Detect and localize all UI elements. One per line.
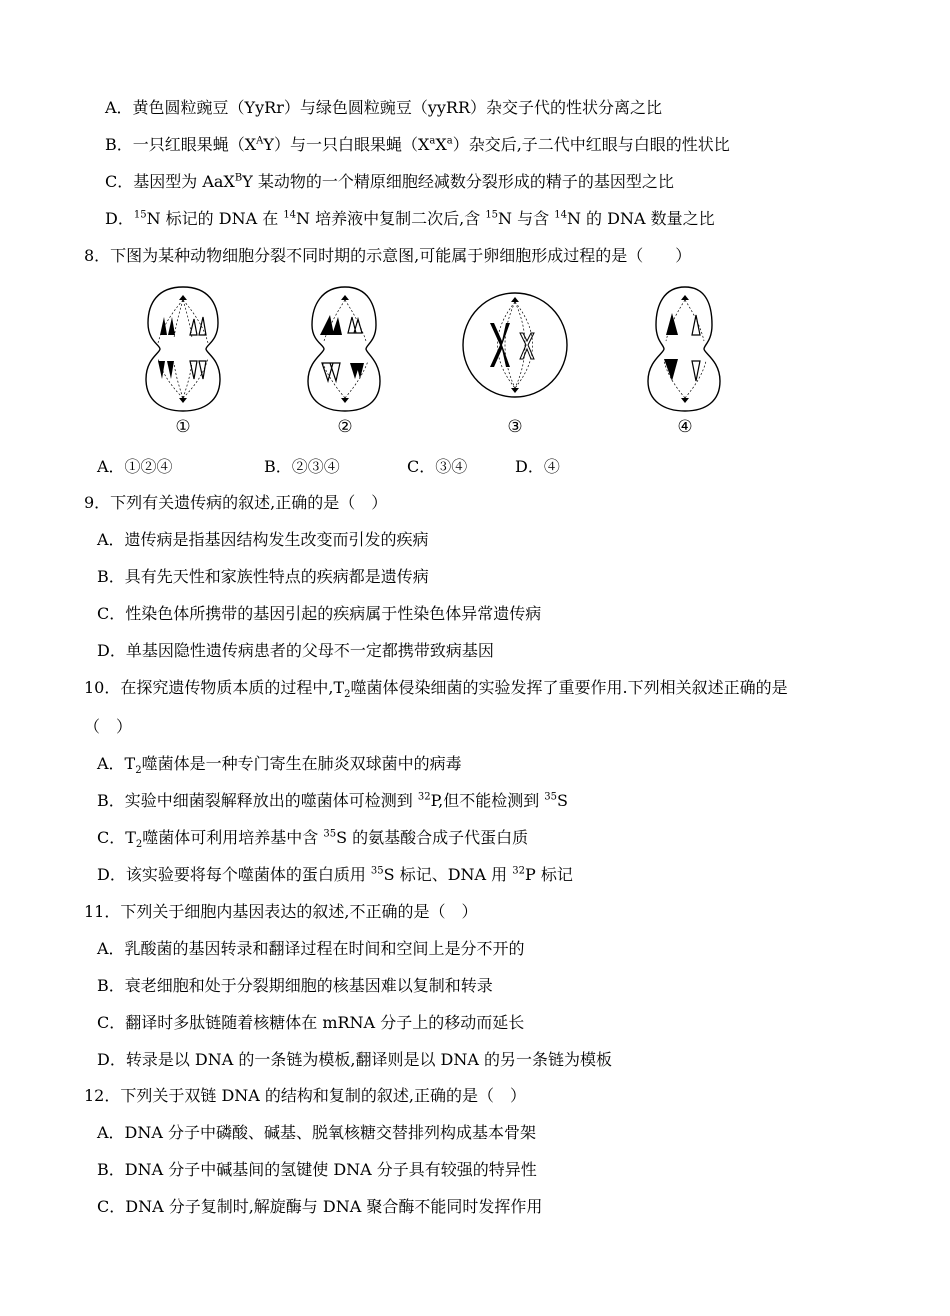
cell-figure-2 [300,283,390,415]
q11-option-d: D．转录是以 DNA 的一条链为模板,翻译则是以 DNA 的另一条链为模板 [97,1050,613,1069]
q8-choice-d: D．④ [515,457,560,476]
figure-label-4: ④ [677,417,693,437]
q7-option-a: A．黄色圆粒豌豆（YyRr）与绿色圆粒豌豆（yyRR）杂交子代的性状分离之比 [105,98,663,117]
q8-stem: 8．下图为某种动物细胞分裂不同时期的示意图,可能属于卵细胞形成过程的是（ ） [84,246,692,265]
q7-option-c: C．基因型为 AaX$^B$Y 某动物的一个精原细胞经减数分裂形成的精子的基因型之比 [105,172,674,191]
q9-option-a: A．遗传病是指基因结构发生改变而引发的疾病 [97,530,429,549]
q8-choice-b: B．②③④ [264,457,340,476]
q10-stem-paren: （ ） [84,717,133,736]
figure-label-2: ② [337,417,353,437]
q12-option-b: B．DNA 分子中碱基间的氢键使 DNA 分子具有较强的特异性 [97,1160,537,1179]
figure-label-1: ① [175,417,191,437]
q9-option-b: B．具有先天性和家族性特点的疾病都是遗传病 [97,567,429,586]
q12-option-a: A．DNA 分子中磷酸、碱基、脱氧核糖交替排列构成基本骨架 [97,1123,537,1142]
q12-option-c: C．DNA 分子复制时,解旋酶与 DNA 聚合酶不能同时发挥作用 [97,1197,543,1216]
q10-option-d: D．该实验要将每个噬菌体的蛋白质用 $^{35}$S 标记、DNA 用 $^{32}$P 标记 [97,865,573,884]
q8-choice-c: C．③④ [407,457,468,476]
q11-option-b: B．衰老细胞和处于分裂期细胞的核基因难以复制和转录 [97,976,493,995]
q7-option-d: D．$^{15}$N 标记的 DNA 在 $^{14}$N 培养液中复制二次后,含 $^{15}$N 与含 $^{14}$N 的 DNA 数量之比 [105,209,715,228]
q9-stem: 9．下列有关遗传病的叙述,正确的是（ ） [84,493,388,512]
q11-stem: 11．下列关于细胞内基因表达的叙述,不正确的是（ ） [84,902,478,921]
q11-option-a: A．乳酸菌的基因转录和翻译过程在时间和空间上是分不开的 [97,939,525,958]
cell-figure-3 [460,283,570,415]
q10-option-b: B．实验中细菌裂解释放出的噬菌体可检测到 $^{32}$P,但不能检测到 $^{35}$S [97,791,568,810]
q10-option-a: A．$T_2$噬菌体是一种专门寄生在肺炎双球菌中的病毒 [97,754,462,777]
cell-figure-1 [138,283,228,415]
q10-stem: 10．在探究遗传物质本质的过程中$,T_2$噬菌体侵染细菌的实验发挥了重要作用.下列相关叙述正确的是 [84,678,788,701]
q11-option-c: C．翻译时多肽链随着核糖体在 mRNA 分子上的移动而延长 [97,1013,525,1032]
q12-stem: 12．下列关于双链 DNA 的结构和复制的叙述,正确的是（ ） [84,1086,527,1105]
q9-option-c: C．性染色体所携带的基因引起的疾病属于性染色体异常遗传病 [97,604,542,623]
cell-division-figures [120,283,760,443]
figure-label-3: ③ [507,417,523,437]
cell-figure-4 [640,283,730,415]
q10-option-c: C．$T_2$噬菌体可利用培养基中含 $^{35}$S 的氨基酸合成子代蛋白质 [97,828,529,851]
q7-option-b: B．一只红眼果蝇$(X^AY)$与一只白眼果蝇$(X^aX^a)$杂交后,子二代中红眼与白眼的性状比 [105,135,730,154]
q9-option-d: D．单基因隐性遗传病患者的父母不一定都携带致病基因 [97,641,494,660]
q8-choice-a: A．①②④ [97,457,173,476]
